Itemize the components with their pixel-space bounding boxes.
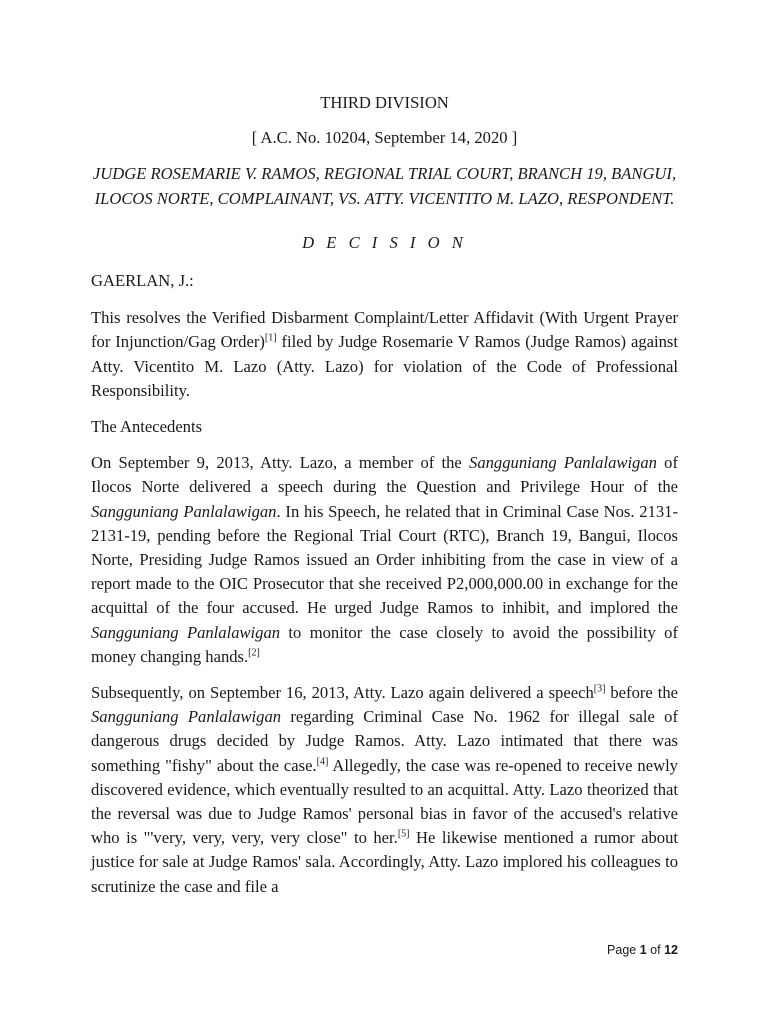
text-run: He likewise mentioned a rumor about justice for sale at Judge Ramos' sala. Accordingly, Atty. Lazo implored his colleagues to scrutinize the case and file a bbox=[91, 828, 678, 896]
text-run: before the bbox=[605, 683, 678, 703]
footnote-ref-1[interactable]: [1] bbox=[264, 332, 277, 344]
page-word: Page bbox=[607, 943, 637, 957]
text-run: to monitor the case closely to avoid the possibility of money changing hands. bbox=[91, 622, 678, 666]
ponente: GAERLAN, J.: bbox=[91, 271, 194, 291]
of-word: of bbox=[650, 943, 661, 957]
decision-label: D E C I S I O N bbox=[302, 232, 467, 252]
italic-term: Sangguniang Panlalawigan bbox=[469, 453, 657, 473]
section-heading-antecedents: The Antecedents bbox=[91, 417, 203, 437]
text-run: of Ilocos Norte delivered a speech during the Question and Privilege Hour of the bbox=[91, 453, 678, 497]
footnote-ref-3[interactable]: [3] bbox=[593, 683, 606, 695]
footnote-ref-2[interactable]: [2] bbox=[248, 647, 260, 659]
paragraph-3 bbox=[91, 681, 678, 899]
paragraph-1 bbox=[91, 306, 678, 403]
italic-term: Sangguniang Panlalawigan bbox=[91, 707, 282, 727]
text-run: . In his Speech, he related that in Criminal Case Nos. 2131-2131-19, pending before the Regional Trial Court (RTC), Branch 19, Bangui, Ilocos Norte, Presiding Judge Ramos issued an Order inhibiting from the case in view of a report made to the OIC Prosecutor that she received P2,000,000.00 in exchange for the acquittal of the four accused. He urged Judge Ramos to inhibit, and implored the bbox=[91, 501, 678, 618]
text-run: regarding Criminal Case No. 1962 for illegal sale of dangerous drugs decided by Judge Ramos. Atty. Lazo intimated that there was something "fishy" about the case. bbox=[91, 707, 678, 775]
paragraph-2 bbox=[91, 451, 678, 669]
total-page-count: 12 bbox=[664, 943, 678, 957]
division-heading: THIRD DIVISION bbox=[320, 93, 449, 112]
text-run: Subsequently, on September 16, 2013, Atty. Lazo again delivered a speech bbox=[91, 683, 594, 703]
italic-term: Sangguniang Panlalawigan bbox=[91, 622, 281, 642]
case-number: [ A.C. No. 10204, September 14, 2020 ] bbox=[251, 128, 518, 148]
page-footer bbox=[607, 943, 678, 957]
footnote-ref-5[interactable]: [5] bbox=[397, 828, 410, 840]
text-run: On September 9, 2013, Atty. Lazo, a member of the bbox=[91, 453, 470, 473]
text-run: filed by Judge Rosemarie V Ramos (Judge Ramos) against Atty. Vicentito M. Lazo (Atty. Lazo) for violation of the Code of Professional Responsibility. bbox=[91, 332, 678, 400]
current-page-number: 1 bbox=[639, 943, 647, 957]
case-title: JUDGE ROSEMARIE V. RAMOS, REGIONAL TRIAL COURT, BRANCH 19, BANGUI, ILOCOS NORTE, COMPLAINANT, VS. ATTY. VICENTITO M. LAZO, RESPONDENT. bbox=[92, 164, 677, 208]
text-run: This resolves the Verified Disbarment Complaint/Letter Affidavit (With Urgent Prayer for Injunction/Gag Order) bbox=[91, 308, 678, 352]
footnote-ref-4[interactable]: [4] bbox=[316, 756, 329, 768]
italic-term: Sangguniang Panlalawigan bbox=[91, 501, 277, 521]
document-content bbox=[91, 91, 678, 911]
text-run: Allegedly, the case was re-opened to receive newly discovered evidence, which eventually resulted to an acquittal. Atty. Lazo theorized that the reversal was due to Judge Ramos' personal bias in favor of the accused's relative who is "'very, very, very, very close" to her. bbox=[91, 755, 678, 848]
